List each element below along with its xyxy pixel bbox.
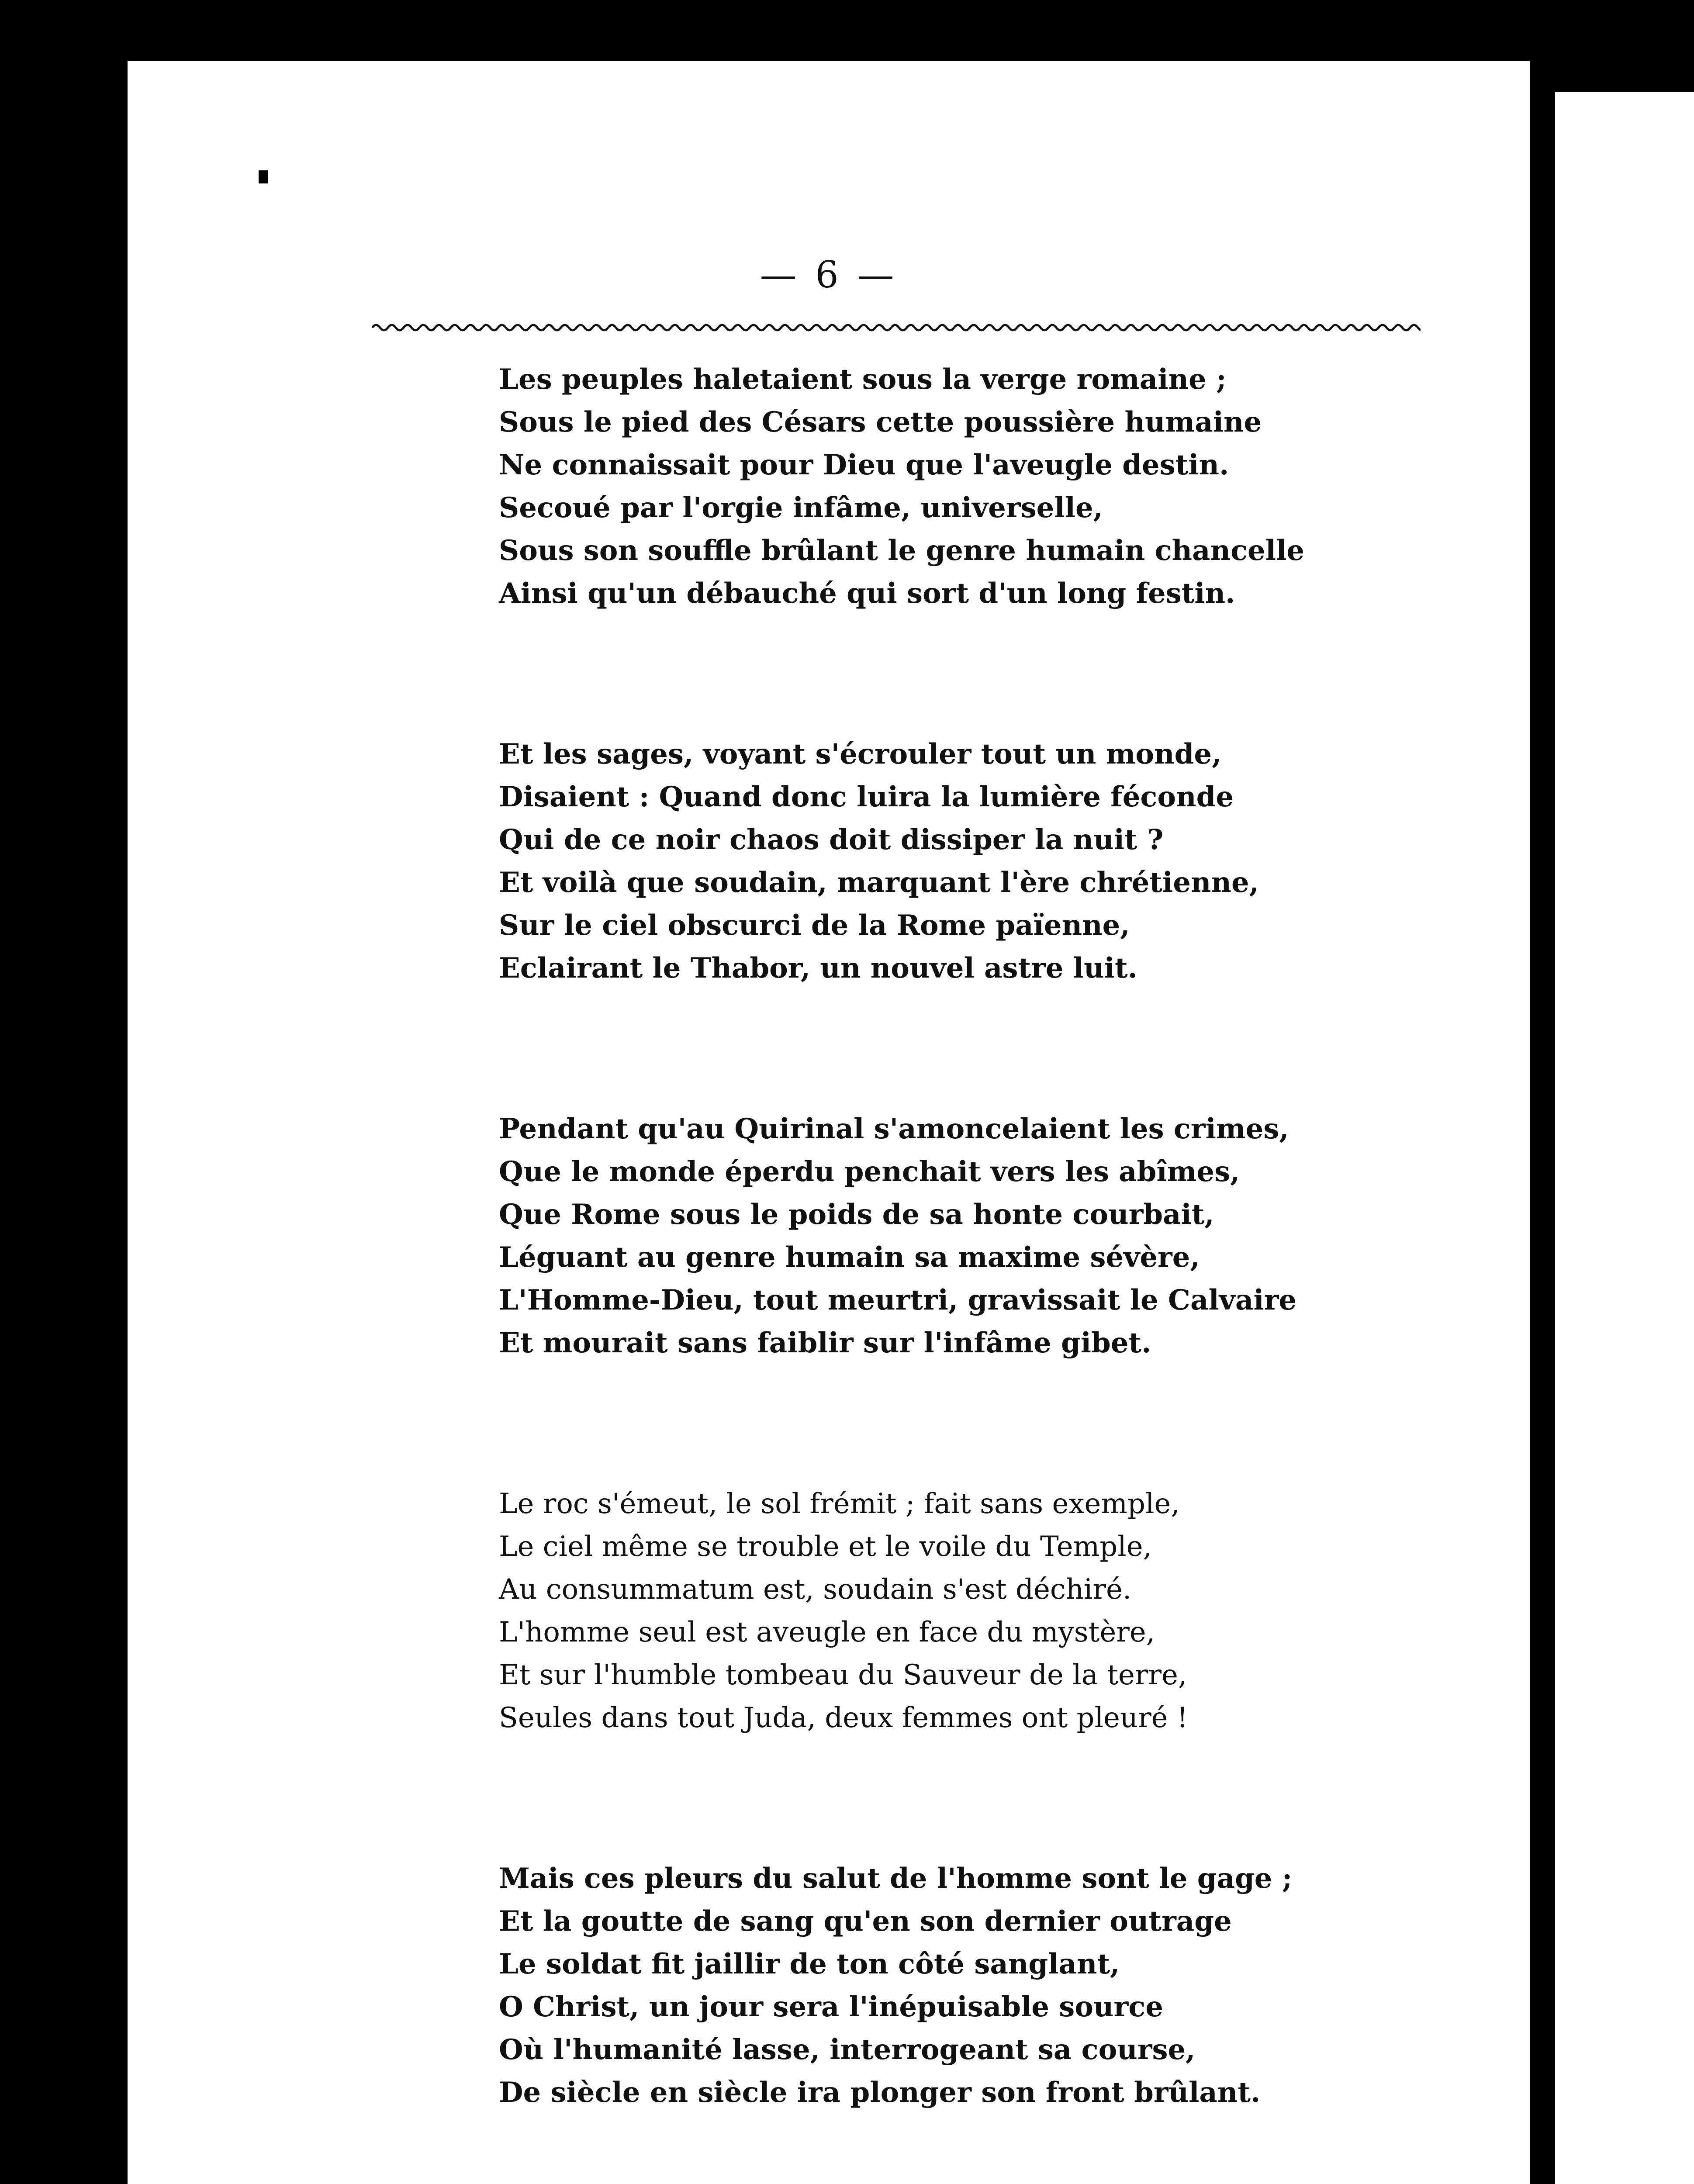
poem-line: Sous son souffle brûlant le genre humain chancelle	[499, 534, 1305, 567]
stanza-4	[499, 1482, 1482, 1739]
poem-line: Sous le pied des Césars cette poussière humaine	[499, 406, 1262, 439]
poem-line: Ainsi qu'un débauché qui sort d'un long festin.	[499, 577, 1235, 610]
poem-line: Le soldat fit jaillir de ton côté sanglant,	[499, 1948, 1120, 1980]
poem-line: Sur le ciel obscurci de la Rome païenne,	[499, 909, 1130, 942]
poem-line: De siècle en siècle ira plonger son front brûlant.	[499, 2076, 1261, 2109]
poem-line: Seules dans tout Juda, deux femmes ont pleuré !	[499, 1702, 1188, 1734]
scan-mark	[259, 170, 268, 183]
poem-line: Au consummatum est, soudain s'est déchiré.	[499, 1573, 1132, 1606]
poem-line: Et sur l'humble tombeau du Sauveur de la terre,	[499, 1659, 1187, 1691]
adjacent-page-edge	[1555, 92, 1694, 2184]
poem-line: Secoué par l'orgie infâme, universelle,	[499, 491, 1103, 524]
poem-line: Où l'humanité lasse, interrogeant sa course,	[499, 2033, 1196, 2066]
stanza-3	[499, 1108, 1482, 1365]
poem-line: Qui de ce noir chaos doit dissiper la nuit ?	[499, 823, 1164, 856]
poem-line: Le roc s'émeut, le sol frémit ; fait sans exemple,	[499, 1488, 1180, 1520]
poem-line: Et la goutte de sang qu'en son dernier outrage	[499, 1905, 1232, 1938]
poem-line: Léguant au genre humain sa maxime sévère,	[499, 1241, 1200, 1274]
poem-line: Que le monde éperdu penchait vers les abîmes,	[499, 1155, 1240, 1188]
poem-line: Les peuples haletaient sous la verge romaine ;	[499, 363, 1227, 396]
wavy-rule-divider	[372, 319, 1421, 336]
poem-line: L'Homme-Dieu, tout meurtri, gravissait le Calvaire	[499, 1284, 1297, 1317]
poem-line: Et voilà que soudain, marquant l'ère chrétienne,	[499, 866, 1259, 899]
poem-line: Ne connaissait pour Dieu que l'aveugle destin.	[499, 449, 1229, 481]
page-number: — 6 —	[760, 253, 898, 296]
poem-line: Mais ces pleurs du salut de l'homme sont le gage ;	[499, 1862, 1293, 1895]
stanza-1	[499, 358, 1482, 615]
poem-line: Pendant qu'au Quirinal s'amoncelaient les crimes,	[499, 1113, 1289, 1145]
stanza-2	[499, 733, 1482, 990]
poem-line: Le ciel même se trouble et le voile du Temple,	[499, 1531, 1152, 1563]
poem-line: Et les sages, voyant s'écrouler tout un monde,	[499, 738, 1222, 771]
poem-line: O Christ, un jour sera l'inépuisable source	[499, 1990, 1163, 2023]
poem-line: L'homme seul est aveugle en face du mystère,	[499, 1616, 1155, 1648]
poem-line: Disaient : Quand donc luira la lumière féconde	[499, 781, 1234, 813]
poem-line: Et mourait sans faiblir sur l'infâme gibet.	[499, 1327, 1151, 1359]
poem-line: Que Rome sous le poids de sa honte courbait,	[499, 1198, 1214, 1231]
book-page	[128, 61, 1530, 2184]
stanza-5	[499, 1857, 1482, 2114]
page-edge-shadow	[1530, 87, 1556, 2184]
poem-line: Eclairant le Thabor, un nouvel astre luit.	[499, 952, 1137, 985]
poem	[499, 358, 1482, 2184]
